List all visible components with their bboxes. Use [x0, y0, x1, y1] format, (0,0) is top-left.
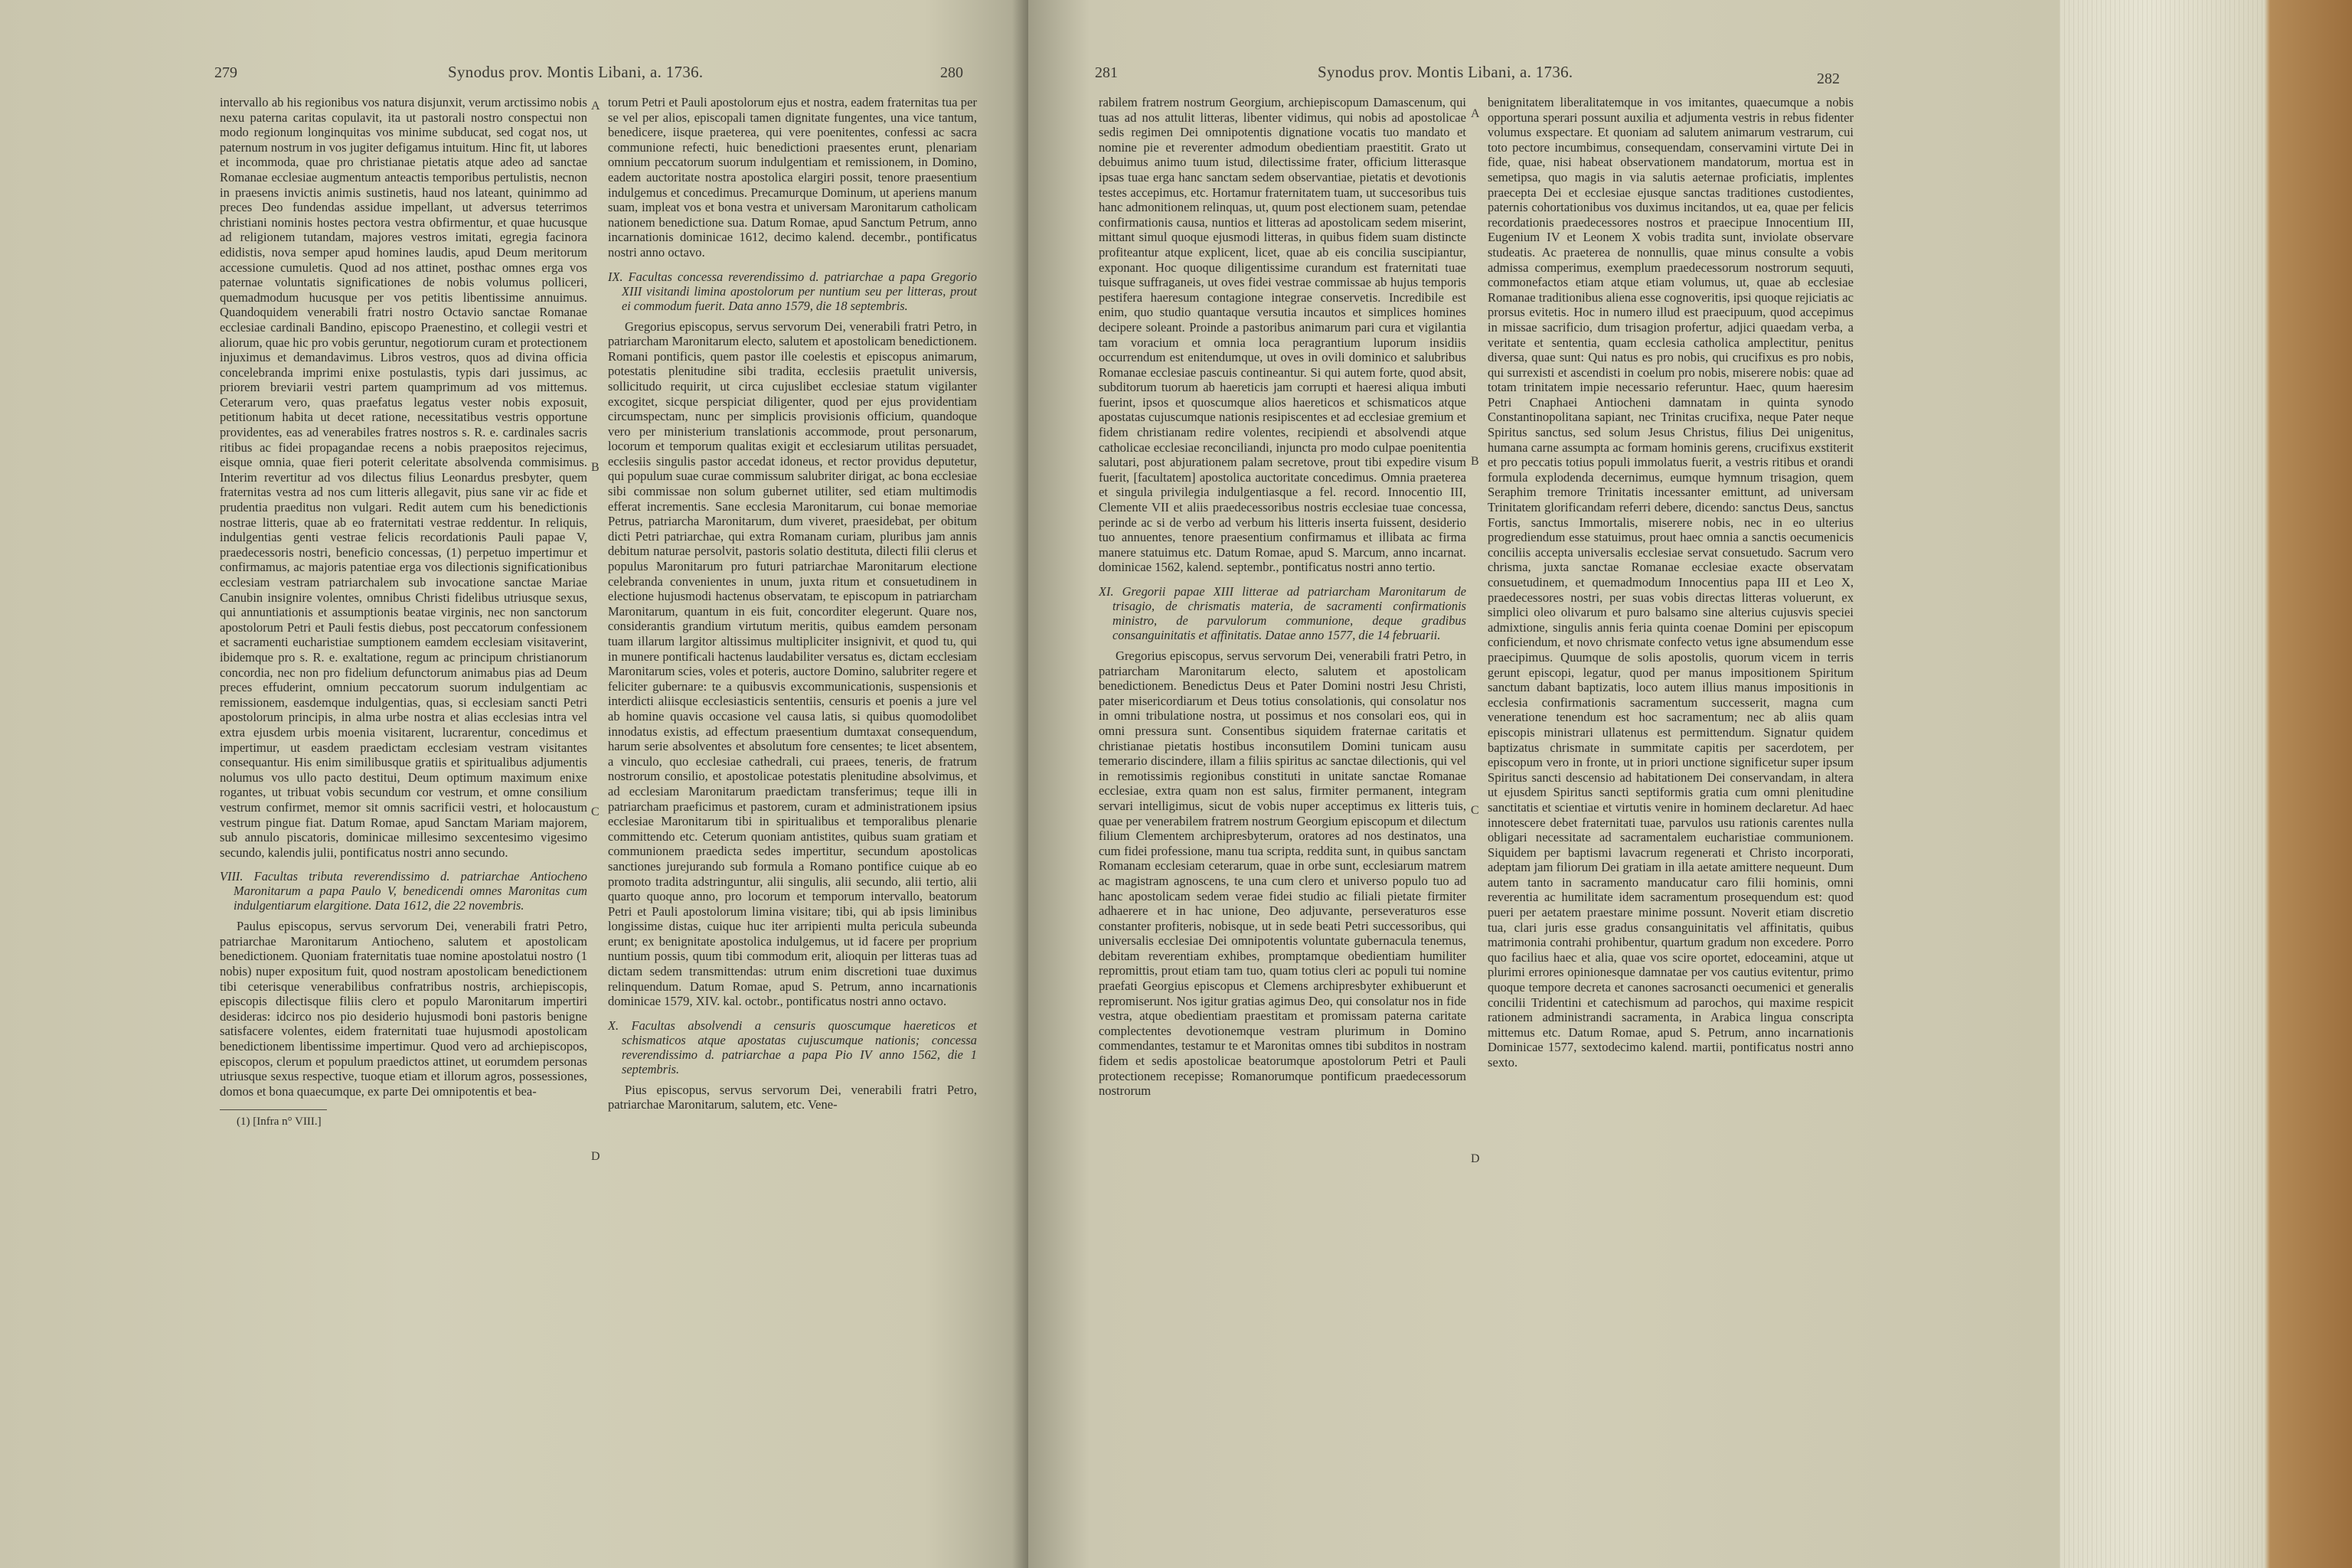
- col1b-text: Paulus episcopus, servus servorum Dei, venerabili fratri Petro, patriarchae Maronitarum Antiocheno, salutem et apostolicam benedictionem. Quoniam fraternitatis tuae nomine apostolatui nostro (1 nobis) nuper expositum fuit, quod nostram apostolicam benedictionem tibi ceterisque venerabilibus confratribus nostris, archiepiscopis, episcopis dilectisque filiis clero et populo Maronitarum impertiri desideras: idcirco nos pio desiderio hujusmodi boni pastoris benigne satisfacere volentes, eidem fraternitati tuae hujusmodi apostolicam benedictionem libentissime impertimur. Quod vero ad archiepiscopos, episcopos, clerum et populum praedictos attinet, ut eorumdem personas utriusque sexus respective, tuoque etiam et illorum agros, possessiones, domos et bona quaecumque, ex parte Dei omnipotentis et bea-: [220, 919, 587, 1099]
- col4-text: benignitatem liberalitatemque in vos imitantes, quaecumque a nobis opportuna sperari possunt auxilia et adjumenta vestris in rebus fidenter volumus exspectare. Et quoniam ad salutem animarum vestrarum, cui toto pectore incumbimus, consequendam, conservamini virtute Dei in fide, quae, nisi habeat observationem mandatorum, mortua est in semetipsa, quo magis in via salutis aeternae proficiatis, implentes praecepta Dei et ecclesiae ejusque sanctas traditiones custodientes, paternis cohortationibus vos duximus incitandos, ut ea, quae per felicis recordationis praedecessores nostros et praecipue Innocentium III, Eugenium IV et Leonem X vobis tradita sunt, inviolate observare studeatis. Ac praeterea de nonnullis, quae minus consulte a vobis admissa comperimus, exemplum praedecessorum nostrorum sequuti, commonefactos etiam atque etiam volumus, ut, quae ab ecclesiae Romanae traditionibus aliena esse cognoveritis, ipsi quoque rejiciatis ac prorsus evitetis. Hoc in numero illud est praecipuum, quod accepimus in missae sacrificio, dum trisagion profertur, adjici quaedam verba, a veritate et sententia, quam ecclesia catholica amplectitur, penitus diversa, quae sunt: Qui natus es pro nobis, qui crucifixus es pro nobis, qui surrexisti et ascendisti in coelum pro nobis, miserere nobis: quae ad totam trinitatem impie necessario referuntur. Haec, quum haeresim Petri Cnaphaei Antiocheni damnatam in quinta synodo Constantinopolitana sapiant, nec Trinitas crucifixa, neque Pater neque Spiritus sanctus, sed solum Jesus Christus, filius Dei unigenitus, humana carne assumpta ac formam hominis gerens, crucifixus exstiterit et pro peccatis totius populi immolatus fuerit, a vestris ritibus et orandi formula explodenda decernimus, eumque hymnum trisagion, quem Seraphim tremore Trinitatis incessanter emittunt, ad universam Trinitatem glorificandam referri debere, dicendo: sanctus Deus, sanctus Fortis, sanctus Immortalis, miserere nobis, nec in eo ulterius progrediendum esse statuimus, prout haec omnia a sanctis oecumenicis conciliis accepta universalis ecclesiae servat consuetudo. Sacrum vero chrisma, juxta sanctae Romanae ecclesiae exacte observatam consuetudinem, et quemadmodum Innocentius papa III et Leo X, praedecessores nostri, per suas vobis directas litteras voluerunt, ex simplici oleo olivarum et puro balsamo sine alterius cujusvis speciei admixtione, singulis annis feria quinta coenae Domini per episcopum conficiendum, et novo chrismate confecto vetus igne absumendum esse praecipimus. Quumque de solis apostolis, quorum vicem in terris gerunt episcopi, legatur, quod per manus impositionem Spiritum sanctum dabant baptizatis, loco autem illius manus impositionis in ecclesia confirmationis sacramentum successerit, magna cum veneratione tenendum est hoc sacramentum; nec ab aliis quam episcopis ministrari ullatenus est permittendum. Signatur quidem baptizatus chrismate in summitate capitis per sacerdotem, per episcopum vero in fronte, ut in priori unctione significetur super ipsum Spiritus sancti descensio ad habitationem Dei conservandam, in altera ut ejusdem Spiritus sancti septiformis gratia cum omni plenitudine sanctitatis et scientiae et virtutis venire in hominem declaretur. Ad haec innotescere debet fraternitati tuae, parvulos usu rationis carentes nulla obligari necessitate ad sacramentalem eucharistiae communionem. Siquidem per baptismi lavacrum regenerati et Christo incorporati, adeptam jam filiorum Dei gratiam in illa aetate amittere nequeunt. Dum autem tanto in sacramento manducatur caro filii hominis, omni reverentia ac humilitate idem sacramentum prosequendum est: quod pueri per aetatem praestare minime possunt. Noverit etiam discretio tua, clari juris esse gradus consanguinitatis vel affinitatis, quibus matrimonia contrahi prohibentur, quartum gradum non excedere. Porro quo facilius haec et alia, quae vos scire oportet, edoceamini, atque ut plurimi errores opinionesque damnatae per vos cautius evitentur, primo quoque tempore decreta et canones sacrosancti oecumenici et generalis concilii Tridentini et catechismum ad parochos, qui maxime respicit rationem administrandi sacramenta, in Arabica lingua conscripta mittemus etc. Datum Romae, apud S. Petrum, anno incarnationis Dominicae 1577, sextodecimo kalend. martii, pontificatus nostri anno sexto.: [1488, 95, 1854, 1070]
- col3b-text: Gregorius episcopus, servus servorum Dei, venerabili fratri Petro, in patriarcham Maronitarum electo, salutem et apostolicam benedictionem. Benedictus Deus et Pater Domini nostri Jesu Christi, pater misericordiarum et Deus totius consolationis, qui consolatur nos in omni tribulatione nostra, ut possimus et nos consolari eos, qui in omni pressura sunt. Consentibus siquidem fraternae caritatis et christianae pietatis hostibus inconsutilem Domini tunicam ausu temerario discindere, illam a filiis spiritus ac sanctae dilectionis, qui vel in remotissimis regionibus constituti in unitate sanctae Romanae ecclesiae, extra quam non est salus, firmiter permanent, integram servari intelligimus, sicut de vobis nuper acceptimus ex litteris tuis, quae per venerabilem fratrem nostrum Georgium episcopum et dilectum filium Clementem archipresbyterum, oratores ad nos destinatos, una cum fidei professione, manu tua scripta, reddita sunt, in quibus sanctam Romanam ecclesiam ceterarum, quae in orbe sunt, ecclesiarum matrem ac magistram agnoscens, te una cum clero et universo populo tuo ad hanc apostolicam sedem verae fidei studio ac filiali pietate firmiter adhaerere et in hac unione, Deo adjuvante, perseveraturos esse constanter profiteris, nobisque, ut in sede beati Petri successoribus, qui universalis ecclesiae Dei omnipotentis voluntate gubernacula tenemus, debitam reverentiam exhibes, promptamque obedientiam humiliter repromittis, prout etiam tam tuo, quam totius cleri ac populi tui nomine praefati Georgius episcopus et Clemens archipresbyter exhibuerunt et repromiserunt. Nos igitur gratias agimus Deo, qui consolatur nos in fide vestra, atque obedientiam praestitam et promissam paterna caritate complectentes devotionemque vestram plurimum in Domino commendantes, testamur te et Maronitas omnes tibi subditos in nostram fidem et sedis apostolicae beatorumque apostolorum Petri et Pauli protectionem recepisse; Romanorumque pontificum praedecessorum nostrorum: [1099, 648, 1466, 1099]
- heading-xi: XI. Gregorii papae XIII litterae ad patriarcham Maronitarum de trisagio, de chrismatis materia, de sacramenti confirmationis ministro, de parvulorum communione, deque gradibus consanguinitatis et affinitatis. Datae anno 1577, die 14 februarii.: [1099, 584, 1466, 642]
- page-number-279: 279: [214, 64, 237, 81]
- marker-a-left: A: [591, 100, 600, 113]
- column-3: [1099, 95, 1466, 1101]
- running-header-left: Synodus prov. Montis Libani, a. 1736.: [448, 63, 704, 81]
- marker-b-left: B: [591, 461, 599, 474]
- marker-b-right: B: [1471, 455, 1479, 468]
- footnote: (1) [Infra n° VIII.]: [237, 1116, 322, 1129]
- column-4: [1488, 95, 1854, 1073]
- column-2: [608, 95, 977, 1115]
- column-1: [220, 95, 587, 1132]
- running-header-right: Synodus prov. Montis Libani, a. 1736.: [1318, 63, 1573, 81]
- marker-a-right: A: [1471, 107, 1480, 120]
- page-number-280: 280: [940, 64, 963, 81]
- heading-x: X. Facultas absolvendi a censuris quoscumque haereticos et schismaticos atque apostatas cujuscumque nationis; concessa reverendissimo d. patriarchae a papa Pio IV anno 1562, die 1 septembris.: [608, 1018, 977, 1076]
- heading-viii: VIII. Facultas tributa reverendissimo d. patriarchae Antiocheno Maronitarum a papa Paulo V, benedicendi omnes Maronitas cum indulgentiarum elargitione. Data 1612, die 22 novembris.: [220, 869, 587, 913]
- marker-c-right: C: [1471, 804, 1479, 817]
- footnote-rule: [220, 1109, 327, 1110]
- col2c-text: Pius episcopus, servus servorum Dei, venerabili fratri Petro, patriarchae Maronitarum, salutem, etc. Vene-: [608, 1082, 977, 1112]
- col1-text: intervallo ab his regionibus vos natura disjunxit, verum arctissimo nobis nexu paterna caritas copulavit, ita ut pastorali nostro conspectui non modo regionum longinquitas vos minime subducat, sed cogat nos, ut paternum nostrum in vos jugiter defigamus intuitum. Hinc fit, ut labores et incommoda, quae pro christianae pietatis atque adeo ad sanctae Romanae ecclesiae augmentum anteactis temporibus pertulistis, necnon in praesens invictis animis sustinetis, haud nos lateant, quinimmo ad preces Deo fundendas assidue impellant, ut adversus teterrimos christiani nominis hostes pectora vestra obfirmentur, et quae hucusque ad religionem tutandam, majores vestros imitati, egregia facinora edidistis, nova semper apud homines laudis, apud Deum meritorum accessione cumuletis. Quod ad nos attinet, posthac omnes erga vos paternae voluntatis significationes de nobis volumus polliceri, quemadmodum hucusque per vos petitis libentissime annuimus. Quandoquidem venerabili fratri nostro Octavio sanctae Romanae ecclesiae cardinali Bandino, episcopo Praenestino, et collegii vestri et aliorum, quae hic pro vobis geruntur, negotiorum curam et protectionem injuximus et demandavimus. Libros vestros, quos ad divina officia concelebranda imprimi enixe postulastis, typis dari jussimus, ac priorem breviarii vestri partem quamprimum ad vos mittemus. Ceterarum vero, quas praefatus legatus vester nobis exposuit, petitionum habita ut decet ratione, necessitatibus vestris opportune providentes, eas ad venerabiles fratres nostros s. R. e. cardinales sacris ritibus ac fidei propagandae recens a nobis praepositos rejecimus, eisque omnia, quae fieri poterit celeritate absolvenda commisimus. Interim revertitur ad vos dilectus filius Leonardus presbyter, quem fraternitas vestra ad nos cum litteris allegavit, pius sane vir ac fide et prudentia praeditus non vulgari. Redit autem cum his benedictionis nostrae litteris, quae ab eo fraternitati vestrae reddentur. In reliquis, indulgentias genti vestrae felicis recordationis Pauli papae V, praedecessoris nostri, beneficio concessas, (1) perpetuo impertimur et confirmamus, ac majoris patentiae erga vos dilectionis significationibus ecclesiam vestram patriarchalem sub invocatione sanctae Mariae Canubin insignire volentes, omnibus Christi fidelibus utriusque sexus, qui annuntiationis et assumptionis beatae virginis, nec non sanctorum apostolorum Petri et Pauli festis diebus, post peccatorum confessionem et sacramenti eucharistiae sumptionem eamdem ecclesiam visitaverint, ibidemque pro s. R. e. exaltatione, regum ac principum christianorum concordia, nec non pro fidelium defunctorum animabus pias ad Deum preces effuderint, omnium peccatorum suorum indulgentiam ac remissionem, easdemque indulgentias, quas, si ecclesiam sancti Petri apostolorum principis, in alma urbe nostra et alias ecclesias intra vel extra ejusdem urbis moenia visitarent, lucrarentur, concedimus et impertimur, ut easdem praedictam ecclesiam vestram visitantes consequantur. His enim similibusque gratiis et spiritualibus adjumentis nolumus vos ullo pacto destitui, Deum optimum maximum enixe rogantes, ut tribuat vobis secundum cor vestrum, et omne consilium vestrum confirmet, memor sit omnis sacrificii vestri, et holocaustum vestrum pingue fiat. Datum Romae, apud Sanctam Mariam majorem, sub annulo piscatoris, dominicae millesimo sexcentesimo vigesimo secundo, kalendis julii, pontificatus nostri anno secundo.: [220, 95, 587, 860]
- col3a-text: rabilem fratrem nostrum Georgium, archiepiscopum Damascenum, qui tuas ad nos attulit litteras, libenter vidimus, qui nobis ad apostolicae sedis regimen Dei omnipotentis dignatione vocatis tuo mandato et nomine pie et reverenter admodum obedientiam praestitit. Grato ut debuimus animo tuum istud, dilectissime frater, officium litterasque ipsas tuae erga hanc sanctam sedem observantiae, pietatis et devotionis testes accepimus, etc. Hortamur fraternitatem tuam, ut succesoribus tuis hanc admonitionem relinquas, ut, quum post electionem suam, petendae confirmationis causa, nuntios et litteras ad apostolicam sedem miserint, mittant simul quoque ejusmodi litteras, in quibus fidem suam distincte profiteantur atque explicent, licet, quae ab eis concilia suscipiantur, exponant. Hoc quoque diligentissime curandum est fraternitati tuae tuisque suffraganeis, ut oves fidei vestrae commissae ab hujus temporis pestifera haeresum contagione integrae conservetis. Incredibile est enim, quo studio quantaque versutia incautos et simplices homines decipere soleant. Proinde a pastoribus animarum pari cura et vigilantia tam voracium et omnia loca peragrantium luporum insidiis occurrendum est enitendumque, ut oves in ovili dominico et salubribus Romanae ecclesiae pascuis contineantur. Si qui autem forte, quod absit, subditorum tuorum ab haereticis jam corrupti et haeresi aliqua imbuti fuerint, ipsos et quoscumque alios haereticos et schismaticos atque apostatas cujuscumque nationis resipiscentes et ad ecclesiae gremium et fidem christianam redire volentes, recipiendi et absolvendi atque catholicae ecclesiae reconciliandi, injuncta pro modo culpae poenitentia salutari, post abjurationem palam secretove, prout tibi expedire visum fuerit, [facultatem] apostolica auctoritate concedimus. Omnia praeterea et singula privilegia indulgentiasque a fel. record. Innocentio III, Clemente VII et aliis praedecessoribus nostris ecclesiae tuae concessa, perinde ac si de verbo ad verbum his litteris inserta fuissent, desiderio tuo annuentes, tenore praesentium confirmamus et illibata ac firma manere statuimus etc. Datum Romae, apud S. Marcum, anno incarnat. dominicae 1562, kalend. septembr., pontificatus nostri anno tertio.: [1099, 95, 1466, 575]
- marker-d-right: D: [1471, 1152, 1480, 1165]
- marker-d-left: D: [591, 1150, 600, 1163]
- page-edge-lines: [2060, 0, 2266, 1568]
- left-page: [0, 0, 1028, 1568]
- col2a-text: torum Petri et Pauli apostolorum ejus et nostra, eadem fraternitas tua per se vel per alios, episcopali tamen dignitate fungentes, una vice tantum, benedicere, iisque praeterea, qui vere poenitentes, confessi ac sacra communione refecti, huic benedictioni praesentes erunt, plenariam omnium peccatorum suorum indulgentiam et remissionem, in Domino, eadem auctoritate nostra apostolica elargiri possit, tenore praesentium indulgemus et concedimus. Precamurque Dominum, ut aperiens manum suam, impleat vos et bona vestra et universam Maronitarum catholicam nationem benedictione sua. Datum Romae, apud Sanctum Petrum, anno incarnationis dominicae 1612, decimo kalend. decembr., pontificatus nostri anno octavo.: [608, 95, 977, 260]
- page-number-281: 281: [1095, 64, 1118, 81]
- page-number-282: 282: [1817, 70, 1840, 87]
- marker-c-left: C: [591, 805, 599, 818]
- heading-ix: IX. Facultas concessa reverendissimo d. patriarchae a papa Gregorio XIII visitandi limina apostolorum per nuntium seu per litteras, prout ei commodum fuerit. Data anno 1579, die 18 septembris.: [608, 269, 977, 313]
- right-page: [1028, 0, 2060, 1568]
- col2b-text: Gregorius episcopus, servus servorum Dei, venerabili fratri Petro, in patriarcham Maronitarum electo, salutem et apostolicam benedictionem. Romani pontificis, quem pastor ille coelestis et episcopus animarum, potestatis plenitudine sibi tradita, ecclesiis praetulit universis, sollicitudo requirit, ut circa cujuslibet ecclesiae statum vigilanter excogitet, sicque perspiciat diligenter, quod per ejus providentiam circumspectam, nunc per simplicis provisionis officium, quandoque vero per ministerium translationis accommode, prout personarum, locorum et temporum qualitas exigit et ecclesiarum utilitas persuadet, ecclesiis singulis pastor accedat idoneus, et rector providus deputetur, qui populum suae curae commissum salubriter dirigat, ac bona ecclesiae sibi commissae non solum gubernet utiliter, sed etiam multimodis efferat incrementis. Sane ecclesia Maronitarum, cui bonae memoriae Petrus, patriarcha Maronitarum, dum viveret, praesidebat, per obitum dicti Petri patriarchae, qui extra Romanam curiam, pluribus jam annis debitum naturae persolvit, pastoris solatio destituta, dilecti filii clerus et populus Maronitarum pro futuri patriarchae Maronitarum electione celebranda convenientes in unum, juxta ritum et consuetudinem in electione hujusmodi hactenus observatam, te episcopum in patriarcham Maronitarum, quantum in eis fuit, concorditer elegerunt. Quare nos, considerantis grandium virtutum meritis, quibus eamdem personam tuam illarum largitor altissimus multipliciter insignivit, et quod tu, qui in munere pontificali hactenus laudabiliter versatus es, dictam ecclesiam Maronitarum scies, voles et poteris, auctore Domino, salubriter regere et feliciter gubernare: te a quibusvis excommunicationis, suspensionis et interdicti aliisque ecclesiasticis sententiis, censuris et poenis a jure vel ab homine quavis occasione vel causa latis, si quibus quomodolibet innodatus existis, ad effectum praesentium dumtaxat consequendum, harum serie absolventes et absolutum fore censentes; te licet absentem, a vinculo, quo ecclesiae cathedrali, cui praees, teneris, de fratrum nostrorum consilio, et apostolicae potestatis plenitudine absolvimus, et ad ecclesiam Maronitarum praedictam transferimus; teque illi in patriarcham praeficimus et pastorem, curam et administrationem ipsius ecclesiae Maronitarum tibi in spiritualibus et temporalibus plenarie committendo etc. Ceterum quoniam antistites, quibus suam gratiam et communionem praedicta sedes impertitur, secundum apostolicas sanctiones jurejurando sub formula a Romano pontifice cuique ab eo promoto tradita adstringuntur, alii singulis, alii secundo, alii tertio, alii quarto quoque anno, pro locorum et temporum intervallo, beatorum Petri et Pauli apostolorum limina visitare; tibi, qui ab ipsis liminibus longissime distas, cuique huc iter arripienti multa pericula subeunda erunt; ex benignitate apostolica indulgemus, ut id facere per proprium nuntium possis, quum tibi commodum erit, alioquin per litteras tuas ad dictam sedem transmittendas: utrum enim discretioni tuae duximus relinquendum. Datum Romae, apud S. Petrum, anno incarnationis dominicae 1579, XIV. kal. octobr., pontificatus nostri anno octavo.: [608, 318, 977, 1009]
